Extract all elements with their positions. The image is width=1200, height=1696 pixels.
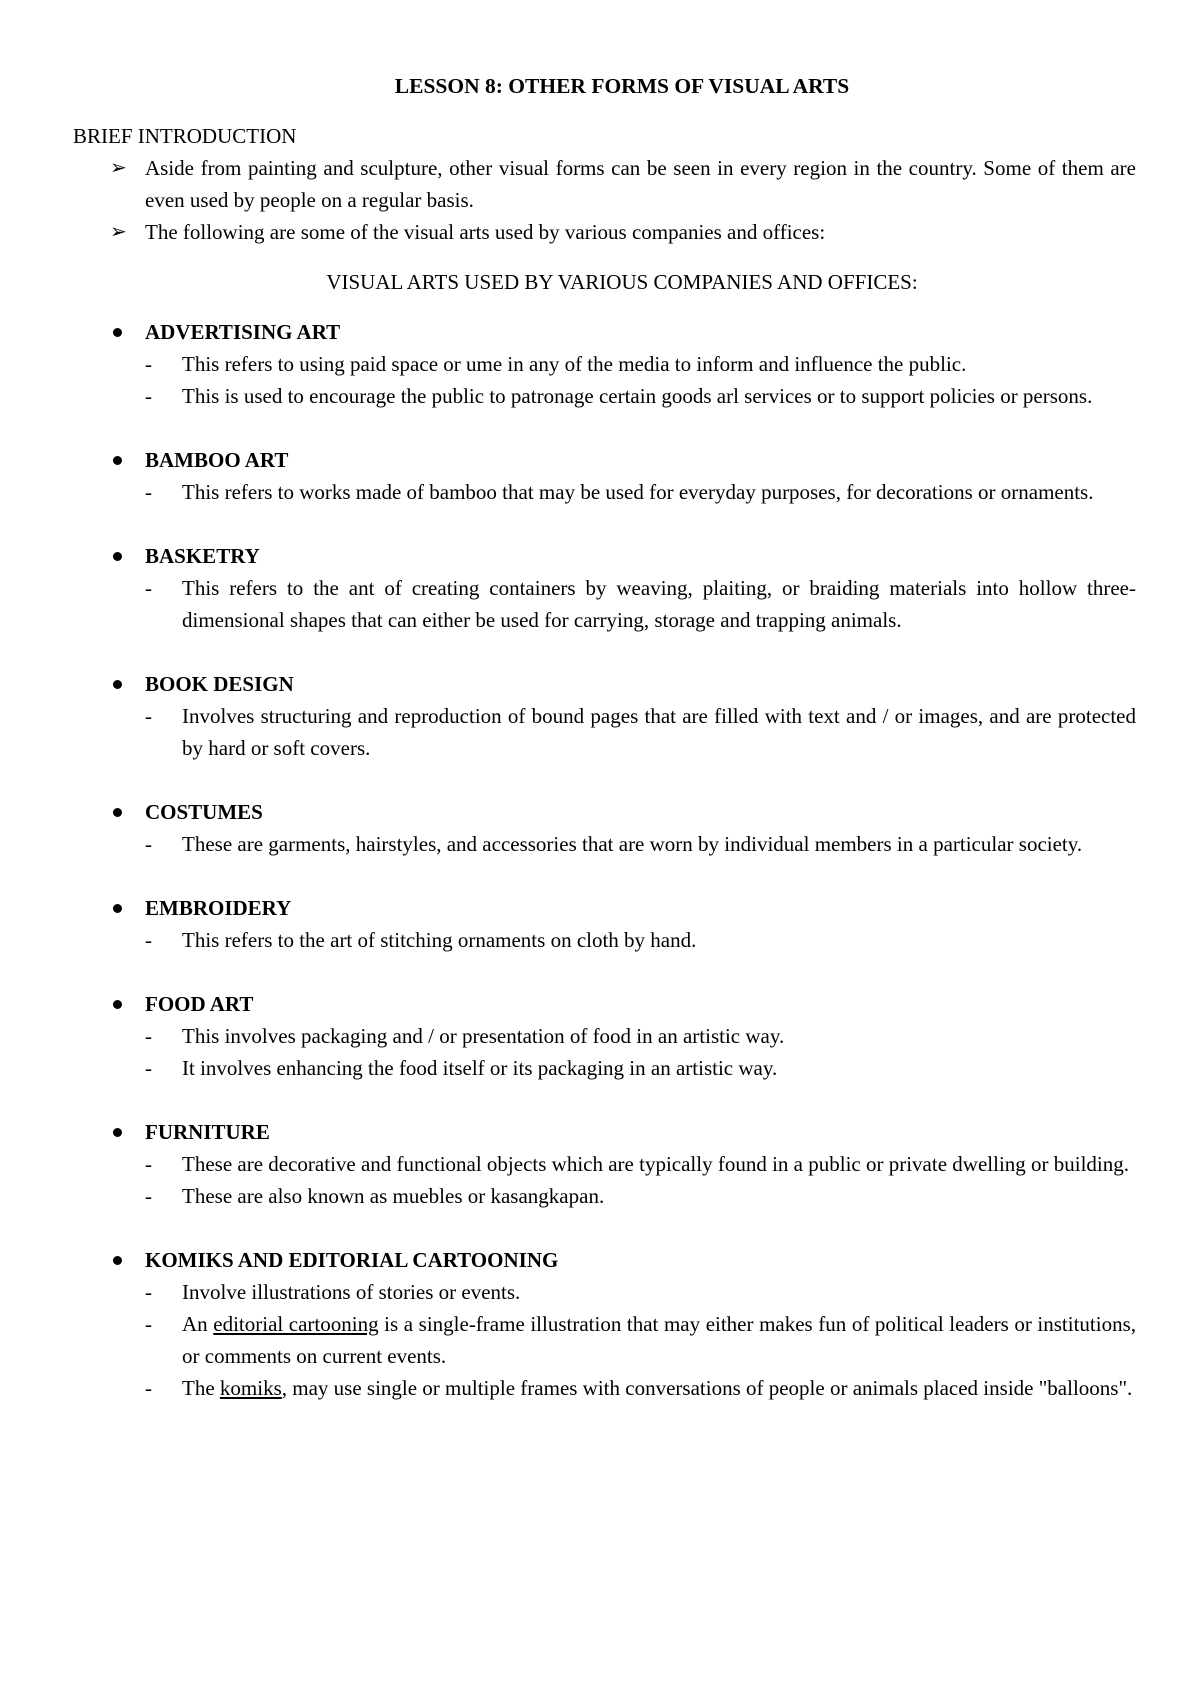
intro-bullet-text: The following are some of the visual arts used by various companies and offices:	[145, 220, 826, 244]
list-item-prefix: The	[182, 1376, 215, 1400]
dash-bullet-icon: -	[145, 1024, 152, 1048]
dash-bullet-icon: -	[145, 480, 152, 504]
section-advertising-art	[73, 316, 1136, 412]
bullet-dot-icon	[113, 904, 122, 913]
dash-bullet-icon: -	[145, 384, 152, 408]
list-item-text: This refers to using paid space or ume in any of the media to inform and influence the public.	[182, 352, 967, 376]
bullet-dot-icon	[113, 680, 122, 689]
list-item	[145, 924, 1136, 956]
section-heading	[73, 540, 1136, 572]
section-heading	[73, 892, 1136, 924]
section-heading-text: FURNITURE	[145, 1120, 270, 1144]
list-item-text: This involves packaging and / or presentation of food in an artistic way.	[182, 1024, 785, 1048]
section-embroidery	[73, 892, 1136, 956]
section-heading	[73, 668, 1136, 700]
dash-bullet-icon: -	[145, 704, 152, 728]
lesson-title: LESSON 8: OTHER FORMS OF VISUAL ARTS	[394, 74, 850, 98]
section-heading-text: BOOK DESIGN	[145, 672, 294, 696]
dash-bullet-icon: -	[145, 832, 152, 856]
bullet-dot-icon	[113, 328, 122, 337]
intro-heading: BRIEF INTRODUCTION	[73, 124, 297, 148]
list-item	[145, 1276, 1136, 1308]
section-heading	[73, 444, 1136, 476]
dash-bullet-icon: -	[145, 352, 152, 376]
dash-bullet-icon: -	[145, 1376, 152, 1400]
list-item	[145, 572, 1136, 636]
dash-bullet-icon: -	[145, 1280, 152, 1304]
section-heading	[73, 796, 1136, 828]
dash-bullet-icon: -	[145, 576, 152, 600]
section-items	[73, 828, 1136, 860]
section-heading-text: BASKETRY	[145, 544, 260, 568]
bullet-dot-icon	[113, 808, 122, 817]
underlined-term-editorial-cartooning: editorial cartooning	[213, 1312, 379, 1336]
dash-bullet-icon: -	[145, 928, 152, 952]
bullet-dot-icon	[113, 1000, 122, 1009]
list-item	[145, 700, 1136, 764]
dash-bullet-icon: -	[145, 1312, 152, 1336]
section-book-design	[73, 668, 1136, 764]
list-item-text: These are garments, hairstyles, and accessories that are worn by individual members in a particular society.	[182, 832, 1083, 856]
bullet-dot-icon	[113, 1256, 122, 1265]
dash-bullet-icon: -	[145, 1056, 152, 1080]
dash-bullet-icon: -	[145, 1184, 152, 1208]
list-item-text: These are also known as muebles or kasangkapan.	[182, 1184, 605, 1208]
art-sections	[73, 316, 1136, 1404]
section-items	[73, 572, 1136, 636]
arrow-bullet-icon: ➢	[110, 157, 127, 179]
list-item	[145, 1372, 1136, 1404]
section-basketry	[73, 540, 1136, 636]
section-items	[73, 1148, 1136, 1212]
list-item-text: It involves enhancing the food itself or its packaging in an artistic way.	[182, 1056, 778, 1080]
bullet-dot-icon	[113, 552, 122, 561]
bullet-dot-icon	[113, 456, 122, 465]
section-bamboo-art	[73, 444, 1136, 508]
list-item-text: Involves structuring and reproduction of bound pages that are filled with text and / or images, and are protected by hard or soft covers.	[182, 704, 1136, 760]
section-costumes	[73, 796, 1136, 860]
list-item	[145, 1148, 1136, 1180]
section-heading	[73, 316, 1136, 348]
list-item-text: This refers to the ant of creating containers by weaving, plaiting, or braiding materials into hollow three-dimensional shapes that can either be used for carrying, storage and trapping animals.	[182, 576, 1136, 632]
section-heading	[73, 1244, 1136, 1276]
list-item	[145, 380, 1136, 412]
list-item-prefix: An	[182, 1312, 208, 1336]
section-heading-text: BAMBOO ART	[145, 448, 289, 472]
section-heading-text: KOMIKS AND EDITORIAL CARTOONING	[145, 1248, 559, 1272]
section-items	[73, 1020, 1136, 1084]
list-item-rest: is a single-frame illustration that may either makes fun of political leaders or institutions, or comments on current events.	[182, 1312, 1137, 1368]
list-item	[145, 1180, 1136, 1212]
underlined-term-komiks: komiks	[219, 1376, 282, 1400]
list-item	[145, 828, 1136, 860]
intro-bullet-text: Aside from painting and sculpture, other visual forms can be seen in every region in the country. Some of them are even used by people on a regular basis.	[145, 156, 1136, 212]
section-items	[73, 348, 1136, 412]
intro-bullet	[110, 152, 1136, 216]
list-item	[145, 1052, 1136, 1084]
section-komiks-and-editorial-cartooning	[73, 1244, 1136, 1404]
section-heading-text: COSTUMES	[145, 800, 263, 824]
section-heading	[73, 988, 1136, 1020]
section-items	[73, 476, 1136, 508]
list-item	[145, 1020, 1136, 1052]
section-heading-text: FOOD ART	[145, 992, 254, 1016]
list-item	[145, 348, 1136, 380]
dash-bullet-icon: -	[145, 1152, 152, 1176]
list-item	[145, 476, 1136, 508]
section-items	[73, 924, 1136, 956]
arrow-bullet-icon: ➢	[110, 221, 127, 243]
section-items	[73, 700, 1136, 764]
section-furniture	[73, 1116, 1136, 1212]
intro-list	[73, 152, 1136, 248]
list-item-text: Involve illustrations of stories or events.	[182, 1280, 521, 1304]
section-heading	[73, 1116, 1136, 1148]
section-subtitle: VISUAL ARTS USED BY VARIOUS COMPANIES AND OFFICES:	[326, 270, 918, 294]
list-item-text: This is used to encourage the public to patronage certain goods arl services or to support policies or persons.	[182, 384, 1093, 408]
list-item-text: This refers to the art of stitching ornaments on cloth by hand.	[182, 928, 697, 952]
section-heading-text: EMBROIDERY	[145, 896, 292, 920]
bullet-dot-icon	[113, 1128, 122, 1137]
list-item-text: These are decorative and functional objects which are typically found in a public or private dwelling or building.	[182, 1152, 1130, 1176]
list-item-rest: , may use single or multiple frames with conversations of people or animals placed inside "balloons".	[281, 1376, 1133, 1400]
list-item	[145, 1308, 1137, 1372]
section-items	[73, 1276, 1136, 1404]
list-item-text: This refers to works made of bamboo that may be used for everyday purposes, for decorations or ornaments.	[182, 480, 1094, 504]
section-heading-text: ADVERTISING ART	[145, 320, 341, 344]
intro-bullet	[110, 216, 1136, 248]
section-food-art	[73, 988, 1136, 1084]
